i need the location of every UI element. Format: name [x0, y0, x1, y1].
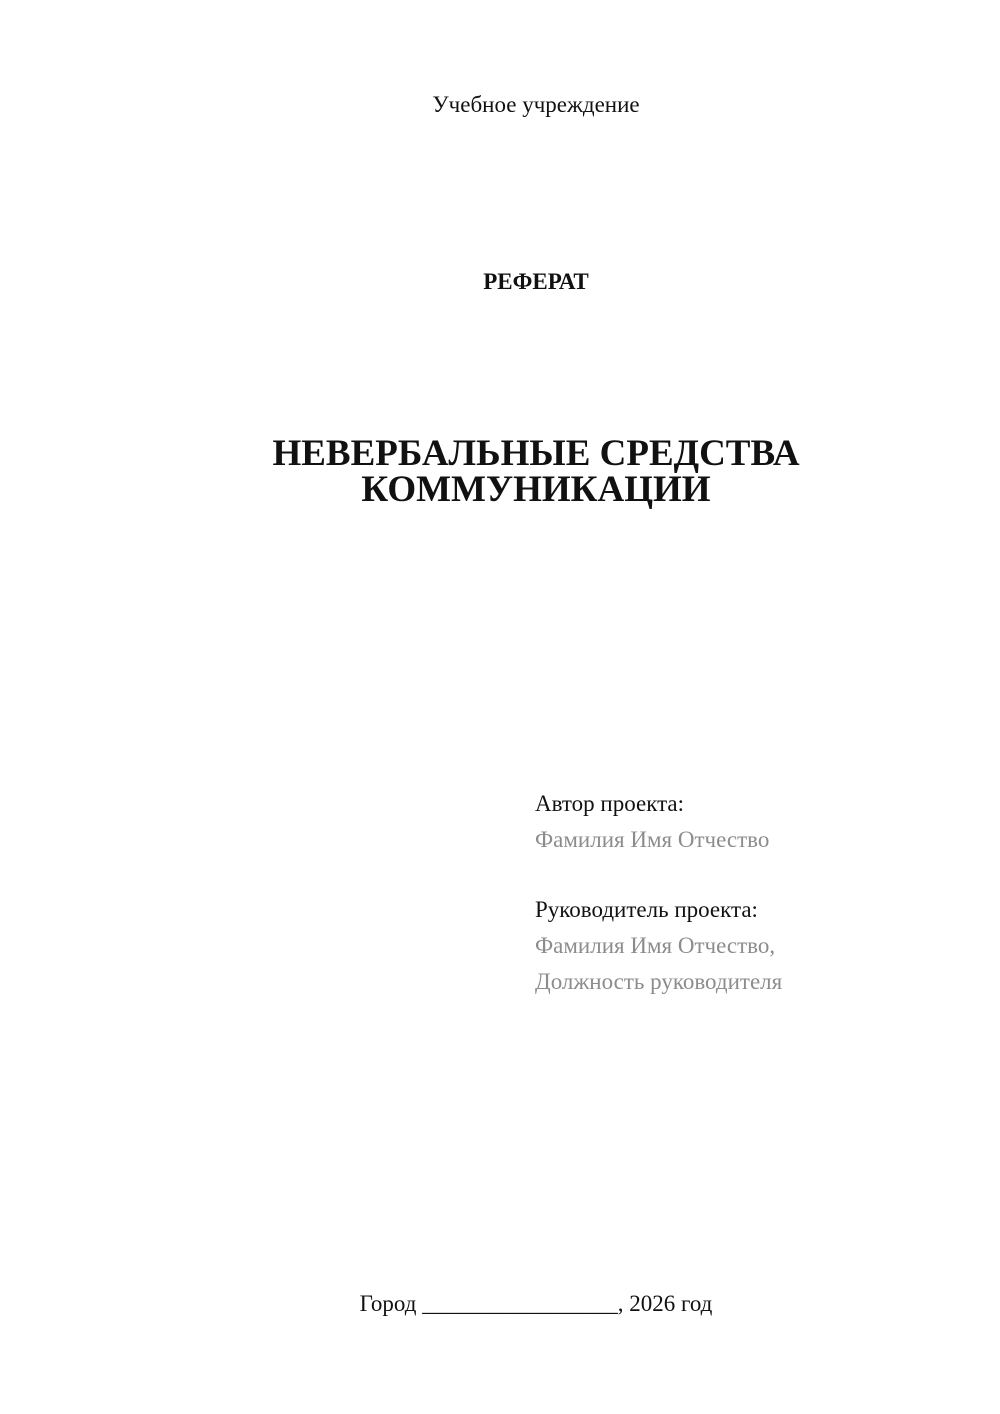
supervisor-label: Руководитель проекта:: [535, 897, 758, 922]
title-line-2: КОММУНИКАЦИИ: [361, 469, 711, 510]
supervisor-name: Фамилия Имя Отчество,: [535, 933, 776, 958]
author-block: [535, 786, 975, 858]
title-line-1: НЕВЕРБАЛЬНЫЕ СРЕДСТВА: [272, 433, 800, 474]
document-title: [0, 433, 1000, 510]
supervisor-block: [535, 892, 975, 1000]
author-name: Фамилия Имя Отчество: [535, 827, 770, 852]
institution-name: Учебное учреждение: [432, 92, 640, 117]
document-type: РЕФЕРАТ: [483, 269, 589, 294]
signature-block: [535, 786, 975, 1000]
city-year-line: Город _________________, 2026 год: [359, 1291, 713, 1316]
supervisor-position: Должность руководителя: [535, 969, 783, 994]
author-label: Автор проекта:: [535, 791, 684, 816]
